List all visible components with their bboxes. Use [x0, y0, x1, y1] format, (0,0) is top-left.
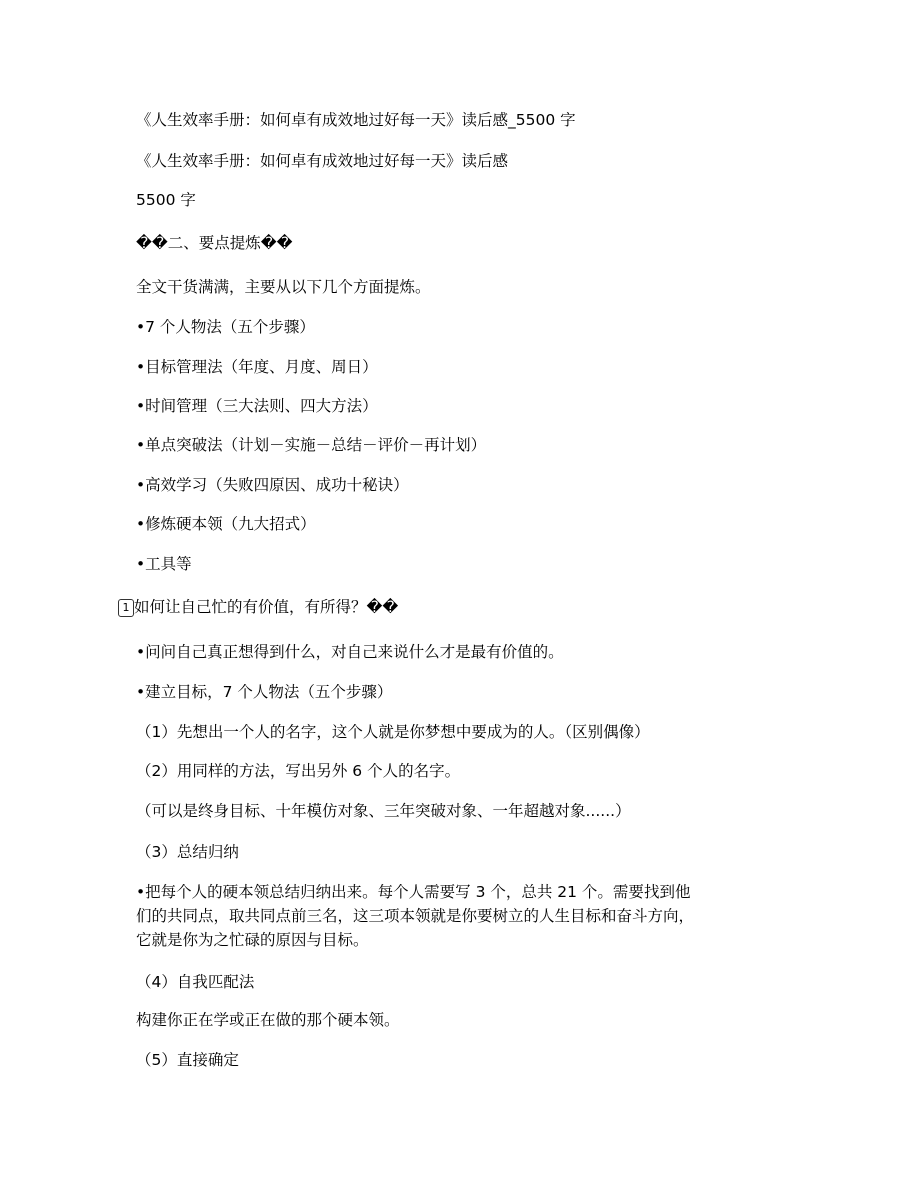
step-item: （5）直接确定: [136, 1051, 239, 1069]
bullet-item: •单点突破法（计划－实施－总结－评价－再计划）: [136, 436, 487, 454]
step-text: 构建你正在学或正在做的那个硬本领。: [136, 1011, 400, 1029]
bullet-item: •7 个人物法（五个步骤）: [136, 318, 315, 336]
point-item: •问问自己真正想得到什么，对自己来说什么才是最有价值的。: [136, 643, 564, 661]
bullet-item: •修炼硬本领（九大招式）: [136, 515, 316, 533]
bullet-item: •时间管理（三大法则、四大方法）: [136, 397, 378, 415]
question-text: 如何让自己忙的有价值，有所得？��: [134, 598, 399, 616]
word-count: 5500 字: [136, 191, 196, 209]
numbered-box-icon: 1: [118, 599, 134, 617]
bullet-item: •目标管理法（年度、月度、周日）: [136, 358, 378, 376]
document-subtitle: 《人生效率手册：如何卓有成效地过好每一天》读后感: [136, 152, 509, 170]
step-item: （2）用同样的方法，写出另外 6 个人的名字。: [136, 762, 461, 780]
intro-text: 全文干货满满，主要从以下几个方面提炼。: [136, 278, 431, 296]
bullet-item: •工具等: [136, 555, 192, 573]
step-item: （4）自我匹配法: [136, 973, 255, 991]
step-item: （1）先想出一个人的名字，这个人就是你梦想中要成为的人。（区别偶像）: [136, 723, 650, 741]
question-heading: [118, 597, 398, 617]
bullet-item: •高效学习（失败四原因、成功十秘诀）: [136, 476, 409, 494]
step-item: （可以是终身目标、十年模仿对象、三年突破对象、一年超越对象......）: [136, 802, 631, 820]
step-item: （3）总结归纳: [136, 843, 239, 861]
section-heading: ��二、要点提炼��: [136, 234, 293, 252]
point-item: •建立目标，7 个人物法（五个步骤）: [136, 683, 393, 701]
document-title: 《人生效率手册：如何卓有成效地过好每一天》读后感_5500 字: [136, 111, 576, 129]
summary-paragraph: •把每个人的硬本领总结归纳出来。每个人需要写 3 个，总共 21 个。需要找到他们的共同点，取共同点前三名，这三项本领就是你要树立的人生目标和奋斗方向，它就是你为之忙碌的原因与目标。: [136, 883, 695, 949]
